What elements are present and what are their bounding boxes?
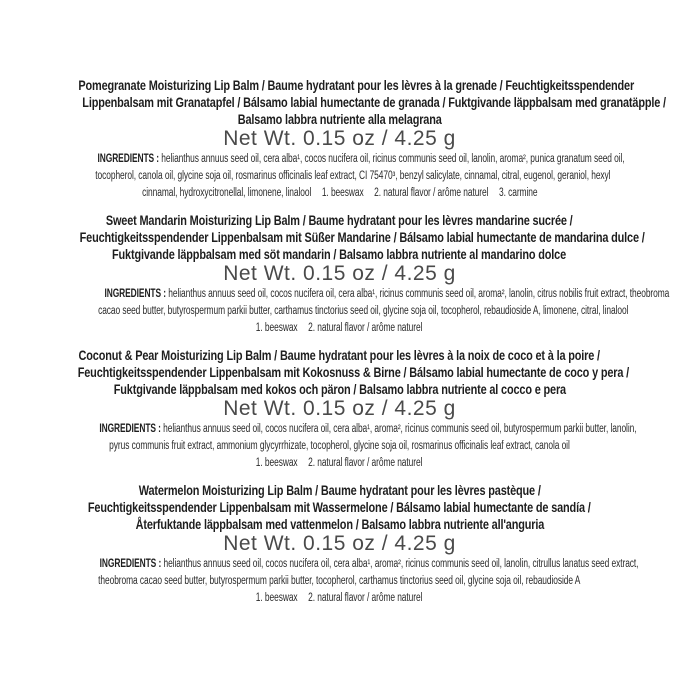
ingredients-line [0, 589, 679, 606]
title-line-text: Balsamo labbra nutriente alla melagrana [237, 111, 442, 127]
title-line [0, 111, 679, 128]
ingredients-line-text: 1. beeswax 2. natural flavor / arôme naturel [256, 457, 423, 469]
net-weight: Net Wt. 0.15 oz / 4.25 g [223, 532, 456, 555]
title-line-text: Pomegranate Moisturizing Lip Balm / Baume hydratant pour les lèvres à la grenade / Feuchtigkeitsspendender [78, 77, 635, 93]
ingredients-line [0, 555, 679, 572]
product-title [0, 482, 679, 533]
product-title [0, 77, 679, 128]
title-line-text: Sweet Mandarin Moisturizing Lip Balm / Baume hydratant pour les lèvres mandarine sucrée / [106, 212, 573, 228]
ingredients-label: INGREDIENTS : [97, 153, 160, 165]
ingredients-line-text [104, 286, 669, 302]
title-line [0, 364, 679, 381]
product-section-pomegranate [0, 77, 679, 201]
ingredients-line [0, 167, 679, 184]
title-line [0, 212, 679, 229]
title-line [0, 499, 679, 516]
title-line [0, 381, 679, 398]
title-line-text: Fuktgivande läppbalsam med kokos och päron / Balsamo labbra nutriente al cocco e pera [113, 381, 566, 397]
ingredients-block [0, 555, 679, 606]
product-section-sweet-mandarin [0, 212, 679, 336]
ingredients-line [0, 285, 679, 302]
ingredients-text: helianthus annuus seed oil, cocos nucifera oil, cera alba¹, aroma², ricinus communis seed oil, lanolin, citrullus lanatus seed extract, [163, 558, 639, 570]
ingredients-text: helianthus annuus seed oil, cocos nucifera oil, cera alba¹, aroma², ricinus communis seed oil, butyrospermum parkii butter, lanolin, [163, 423, 637, 435]
ingredients-label: INGREDIENTS : [99, 423, 161, 435]
title-line-text: Fuktgivande läppbalsam med söt mandarin / Balsamo labbra nutriente al mandarino dolce [112, 246, 567, 262]
ingredients-line-text [97, 151, 624, 167]
ingredients-line-text: pyrus communis fruit extract, ammonium glycyrrhizate, tocopherol, glycine soja oil, rosmarinus officinalis leaf extract, canola oil [109, 440, 570, 452]
product-title [0, 347, 679, 398]
ingredients-line [0, 454, 679, 471]
ingredients-text: helianthus annuus seed oil, cocos nucifera oil, cera alba¹, ricinus communis seed oil, aroma², lanolin, citrus nobilis fruit extract, theobroma [168, 288, 670, 300]
ingredients-line [0, 420, 679, 437]
product-title [0, 212, 679, 263]
title-line [0, 482, 679, 499]
ingredients-block [0, 285, 679, 336]
ingredients-line-text: cacao seed butter, butyrospermum parkii butter, carthamus tinctorius seed oil, glycine soja oil, tocopherol, rebaudioside A, limonene, citral, linalool [98, 305, 629, 317]
ingredients-line-text [100, 556, 639, 572]
ingredients-line [0, 437, 679, 454]
ingredients-line-text [99, 421, 636, 437]
product-section-watermelon [0, 482, 679, 606]
title-line [0, 94, 679, 111]
title-line [0, 347, 679, 364]
product-section-coconut-pear [0, 347, 679, 471]
title-line-text: Watermelon Moisturizing Lip Balm / Baume hydratant pour les lèvres pastèque / [138, 482, 541, 498]
title-line [0, 77, 679, 94]
title-line-text: Feuchtigkeitsspendender Lippenbalsam mit Wassermelone / Bálsamo labial humectante de sandía / [88, 499, 591, 515]
title-line-text: Återfuktande läppbalsam med vattenmelon / Balsamo labbra nutriente all'anguria [135, 516, 544, 532]
ingredients-line [0, 319, 679, 336]
ingredients-line-text: 1. beeswax 2. natural flavor / arôme naturel [256, 322, 423, 334]
ingredients-line [0, 184, 679, 201]
ingredients-block [0, 150, 679, 201]
title-line-text: Feuchtigkeitsspendender Lippenbalsam mit Süßer Mandarine / Bálsamo labial humectante de mandarina dulce / [79, 229, 645, 245]
net-weight: Net Wt. 0.15 oz / 4.25 g [223, 397, 456, 420]
net-weight: Net Wt. 0.15 oz / 4.25 g [223, 127, 456, 150]
ingredients-line [0, 572, 679, 589]
title-line-text: Feuchtigkeitsspendender Lippenbalsam mit Kokosnuss & Birne / Bálsamo labial humectante de coco y pera / [77, 364, 630, 380]
ingredients-line [0, 150, 679, 167]
title-line [0, 246, 679, 263]
title-line [0, 516, 679, 533]
ingredients-line-text: 1. beeswax 2. natural flavor / arôme naturel [256, 592, 423, 604]
net-weight: Net Wt. 0.15 oz / 4.25 g [223, 262, 456, 285]
title-line-text: Coconut & Pear Moisturizing Lip Balm / Baume hydratant pour les lèvres à la noix de coco et à la poire / [78, 347, 601, 363]
ingredients-text: helianthus annuus seed oil, cera alba¹, cocos nucifera oil, ricinus communis seed oil, lanolin, aroma², punica granatum seed oil, [161, 153, 625, 165]
ingredients-line-text: theobroma cacao seed butter, butyrospermum parkii butter, tocopherol, carthamus tinctorius seed oil, glycine soja oil, rebaudioside A [98, 575, 581, 587]
ingredients-line-text: cinnamal, hydroxycitronellal, limonene, linalool 1. beeswax 2. natural flavor / arôme naturel 3. carmine [141, 187, 538, 199]
title-line [0, 229, 679, 246]
ingredients-label: INGREDIENTS : [99, 558, 162, 570]
ingredients-line-text: tocopherol, canola oil, glycine soja oil, rosmarinus officinalis leaf extract, CI 75470³, benzyl salicylate, cinnamal, citral, eugenol, geraniol, hexyl [95, 170, 611, 182]
ingredients-line [0, 302, 679, 319]
ingredients-block [0, 420, 679, 471]
ingredients-label: INGREDIENTS : [104, 288, 167, 300]
title-line-text: Lippenbalsam mit Granatapfel / Bálsamo labial humectante de granada / Fuktgivande läppbalsam med granatäpple / [82, 94, 666, 110]
